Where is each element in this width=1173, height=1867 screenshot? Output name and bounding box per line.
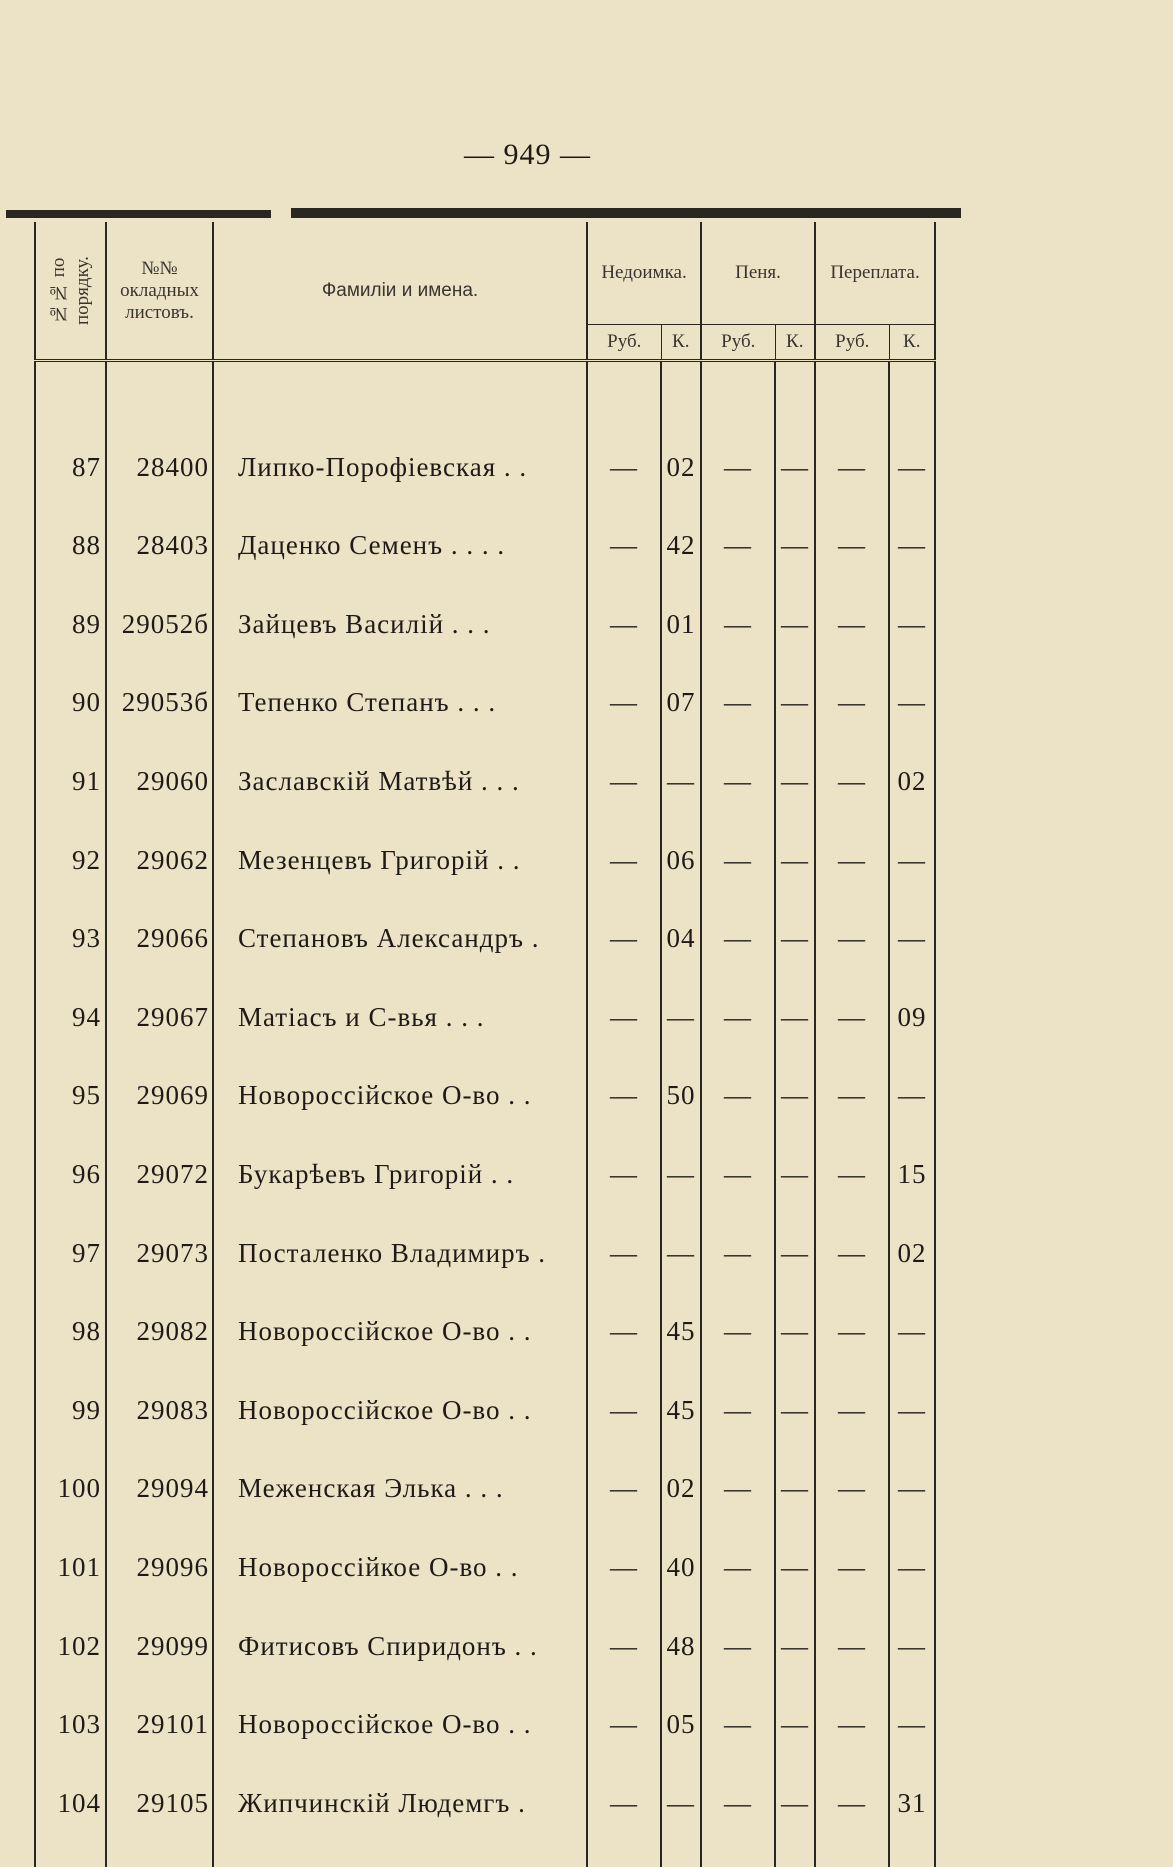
overpay-kop: — <box>889 1512 935 1591</box>
header-overpay-kop: К. <box>889 325 935 361</box>
overpay-kop: — <box>889 884 935 963</box>
taxpayer-name: Даценко Семенъ . . . . <box>213 491 587 570</box>
arrears-kop: 07 <box>661 648 701 727</box>
table-row <box>35 805 935 884</box>
row-number: 99 <box>35 1355 106 1434</box>
arrears-kop: — <box>661 726 701 805</box>
penalty-kop: — <box>775 491 815 570</box>
header-overpayment: Переплата. <box>815 222 935 325</box>
account-number: 29094 <box>106 1434 213 1513</box>
arrears-rub: — <box>587 1277 661 1356</box>
table-row <box>35 1277 935 1356</box>
overpay-rub: — <box>815 805 889 884</box>
penalty-kop: — <box>775 1512 815 1591</box>
table-row <box>35 1670 935 1749</box>
taxpayer-name: Новороссiйское О-во . . <box>213 1670 587 1749</box>
table-row <box>35 1591 935 1670</box>
row-number: 88 <box>35 491 106 570</box>
ledger-body <box>35 361 935 1867</box>
overpay-rub: — <box>815 1198 889 1277</box>
account-number: 29072 <box>106 1119 213 1198</box>
row-number: 103 <box>35 1670 106 1749</box>
overpay-kop: — <box>889 1434 935 1513</box>
header-account-number: №№ окладных листовъ. <box>106 222 213 361</box>
penalty-kop: — <box>775 1434 815 1513</box>
arrears-kop: 05 <box>661 1670 701 1749</box>
taxpayer-name: Меженская Элька . . . <box>213 1434 587 1513</box>
table-tail-row <box>35 1827 935 1867</box>
penalty-kop: — <box>775 1670 815 1749</box>
ledger-table <box>34 222 936 1867</box>
row-number: 102 <box>35 1591 106 1670</box>
arrears-rub: — <box>587 1355 661 1434</box>
taxpayer-name: Букарѣевъ Григорiй . . <box>213 1119 587 1198</box>
header-arrears: Недоимка. <box>587 222 701 325</box>
header-penalty: Пеня. <box>701 222 815 325</box>
arrears-rub: — <box>587 1670 661 1749</box>
row-number: 89 <box>35 569 106 648</box>
arrears-kop: 02 <box>661 1434 701 1513</box>
arrears-rub: — <box>587 491 661 570</box>
overpay-rub: — <box>815 491 889 570</box>
penalty-kop: — <box>775 412 815 491</box>
taxpayer-name: Жипчинскiй Людемгъ . <box>213 1748 587 1827</box>
penalty-rub: — <box>701 1591 775 1670</box>
header-penalty-rub: Руб. <box>701 325 775 361</box>
arrears-rub: — <box>587 1198 661 1277</box>
penalty-rub: — <box>701 1119 775 1198</box>
penalty-rub: — <box>701 1670 775 1749</box>
penalty-rub: — <box>701 1748 775 1827</box>
penalty-kop: — <box>775 884 815 963</box>
arrears-rub: — <box>587 726 661 805</box>
top-rule <box>6 208 961 220</box>
arrears-rub: — <box>587 962 661 1041</box>
row-number: 100 <box>35 1434 106 1513</box>
overpay-kop: 02 <box>889 726 935 805</box>
top-rule-left <box>6 210 271 218</box>
arrears-kop: — <box>661 1748 701 1827</box>
table-row <box>35 491 935 570</box>
overpay-rub: — <box>815 1748 889 1827</box>
arrears-kop: 40 <box>661 1512 701 1591</box>
arrears-kop: 45 <box>661 1277 701 1356</box>
overpay-kop: — <box>889 648 935 727</box>
penalty-rub: — <box>701 962 775 1041</box>
overpay-rub: — <box>815 569 889 648</box>
overpay-kop: 09 <box>889 962 935 1041</box>
arrears-rub: — <box>587 1591 661 1670</box>
taxpayer-name: Степановъ Александръ . <box>213 884 587 963</box>
overpay-kop: 15 <box>889 1119 935 1198</box>
overpay-rub: — <box>815 1434 889 1513</box>
arrears-kop: 06 <box>661 805 701 884</box>
table-row <box>35 1041 935 1120</box>
taxpayer-name: Зайцевъ Василiй . . . <box>213 569 587 648</box>
row-number: 97 <box>35 1198 106 1277</box>
overpay-rub: — <box>815 1670 889 1749</box>
arrears-rub: — <box>587 1512 661 1591</box>
row-number: 94 <box>35 962 106 1041</box>
arrears-kop: — <box>661 1119 701 1198</box>
arrears-kop: 45 <box>661 1355 701 1434</box>
table-row <box>35 648 935 727</box>
penalty-kop: — <box>775 569 815 648</box>
account-number: 29066 <box>106 884 213 963</box>
arrears-kop: 50 <box>661 1041 701 1120</box>
penalty-rub: — <box>701 1512 775 1591</box>
account-number: 29073 <box>106 1198 213 1277</box>
penalty-kop: — <box>775 1041 815 1120</box>
overpay-rub: — <box>815 648 889 727</box>
penalty-rub: — <box>701 491 775 570</box>
penalty-kop: — <box>775 962 815 1041</box>
account-number: 29067 <box>106 962 213 1041</box>
arrears-rub: — <box>587 1434 661 1513</box>
overpay-rub: — <box>815 412 889 491</box>
penalty-rub: — <box>701 726 775 805</box>
taxpayer-name: Новороссiйское О-во . . <box>213 1355 587 1434</box>
overpay-rub: — <box>815 1119 889 1198</box>
header-row-number: №№ по порядку. <box>35 222 106 361</box>
penalty-rub: — <box>701 648 775 727</box>
arrears-rub: — <box>587 1041 661 1120</box>
table-row <box>35 1355 935 1434</box>
arrears-kop: 01 <box>661 569 701 648</box>
overpay-kop: 31 <box>889 1748 935 1827</box>
top-rule-right <box>291 208 961 218</box>
taxpayer-name: Новороссiйское О-во . . <box>213 1041 587 1120</box>
account-number: 29101 <box>106 1670 213 1749</box>
penalty-rub: — <box>701 1434 775 1513</box>
arrears-kop: 04 <box>661 884 701 963</box>
table-row <box>35 1434 935 1513</box>
arrears-kop: 02 <box>661 412 701 491</box>
overpay-rub: — <box>815 1041 889 1120</box>
overpay-rub: — <box>815 1355 889 1434</box>
arrears-rub: — <box>587 884 661 963</box>
overpay-rub: — <box>815 1277 889 1356</box>
penalty-kop: — <box>775 805 815 884</box>
overpay-rub: — <box>815 962 889 1041</box>
overpay-rub: — <box>815 726 889 805</box>
row-number: 91 <box>35 726 106 805</box>
account-number: 29105 <box>106 1748 213 1827</box>
table-row <box>35 1198 935 1277</box>
header-penalty-kop: К. <box>775 325 815 361</box>
page-number: — 949 — <box>464 138 591 171</box>
taxpayer-name: Тепенко Степанъ . . . <box>213 648 587 727</box>
account-number: 29082 <box>106 1277 213 1356</box>
account-number: 29052б <box>106 569 213 648</box>
taxpayer-name: Заславскiй Матвѣй . . . <box>213 726 587 805</box>
header-spacer-row <box>35 361 935 413</box>
account-number: 29083 <box>106 1355 213 1434</box>
taxpayer-name: Липко-Порофiевская . . <box>213 412 587 491</box>
row-number: 87 <box>35 412 106 491</box>
header-arrears-rub: Руб. <box>587 325 661 361</box>
table-row <box>35 569 935 648</box>
penalty-rub: — <box>701 1198 775 1277</box>
header-arrears-kop: К. <box>661 325 701 361</box>
overpay-kop: — <box>889 1041 935 1120</box>
arrears-rub: — <box>587 569 661 648</box>
taxpayer-name: Посталенко Владимиръ . <box>213 1198 587 1277</box>
taxpayer-name: Мезенцевъ Григорiй . . <box>213 805 587 884</box>
table-row <box>35 412 935 491</box>
penalty-kop: — <box>775 648 815 727</box>
penalty-rub: — <box>701 884 775 963</box>
account-number: 29069 <box>106 1041 213 1120</box>
taxpayer-name: Новороссiйское О-во . . <box>213 1277 587 1356</box>
table-row <box>35 884 935 963</box>
account-number: 28403 <box>106 491 213 570</box>
row-number: 95 <box>35 1041 106 1120</box>
penalty-kop: — <box>775 1198 815 1277</box>
penalty-kop: — <box>775 1277 815 1356</box>
account-number: 29062 <box>106 805 213 884</box>
header-names: Фамилiи и имена. <box>213 222 587 361</box>
account-number: 29096 <box>106 1512 213 1591</box>
overpay-kop: — <box>889 412 935 491</box>
table-row <box>35 1512 935 1591</box>
arrears-rub: — <box>587 1119 661 1198</box>
penalty-rub: — <box>701 805 775 884</box>
row-number: 93 <box>35 884 106 963</box>
row-number: 92 <box>35 805 106 884</box>
account-number: 29053б <box>106 648 213 727</box>
overpay-rub: — <box>815 1591 889 1670</box>
penalty-rub: — <box>701 569 775 648</box>
overpay-kop: — <box>889 491 935 570</box>
taxpayer-name: Матiасъ и С-вья . . . <box>213 962 587 1041</box>
arrears-rub: — <box>587 1748 661 1827</box>
taxpayer-name: Новороссiйкое О-во . . <box>213 1512 587 1591</box>
arrears-kop: 48 <box>661 1591 701 1670</box>
table-row <box>35 1119 935 1198</box>
account-number: 29060 <box>106 726 213 805</box>
overpay-kop: — <box>889 805 935 884</box>
penalty-kop: — <box>775 1355 815 1434</box>
arrears-kop: — <box>661 1198 701 1277</box>
table-row <box>35 962 935 1041</box>
arrears-kop: — <box>661 962 701 1041</box>
overpay-kop: — <box>889 1355 935 1434</box>
row-number: 90 <box>35 648 106 727</box>
row-number: 96 <box>35 1119 106 1198</box>
row-number: 101 <box>35 1512 106 1591</box>
arrears-kop: 42 <box>661 491 701 570</box>
table-row <box>35 1748 935 1827</box>
penalty-rub: — <box>701 1355 775 1434</box>
penalty-kop: — <box>775 1119 815 1198</box>
penalty-kop: — <box>775 726 815 805</box>
penalty-rub: — <box>701 412 775 491</box>
penalty-rub: — <box>701 1277 775 1356</box>
penalty-kop: — <box>775 1748 815 1827</box>
arrears-rub: — <box>587 412 661 491</box>
overpay-rub: — <box>815 884 889 963</box>
row-number: 98 <box>35 1277 106 1356</box>
row-number: 104 <box>35 1748 106 1827</box>
overpay-kop: 02 <box>889 1198 935 1277</box>
account-number: 28400 <box>106 412 213 491</box>
taxpayer-name: Фитисовъ Спиридонъ . . <box>213 1591 587 1670</box>
overpay-rub: — <box>815 1512 889 1591</box>
overpay-kop: — <box>889 1591 935 1670</box>
table-row <box>35 726 935 805</box>
overpay-kop: — <box>889 1670 935 1749</box>
account-number: 29099 <box>106 1591 213 1670</box>
penalty-kop: — <box>775 1591 815 1670</box>
header-overpay-rub: Руб. <box>815 325 889 361</box>
penalty-rub: — <box>701 1041 775 1120</box>
arrears-rub: — <box>587 805 661 884</box>
arrears-rub: — <box>587 648 661 727</box>
overpay-kop: — <box>889 1277 935 1356</box>
overpay-kop: — <box>889 569 935 648</box>
